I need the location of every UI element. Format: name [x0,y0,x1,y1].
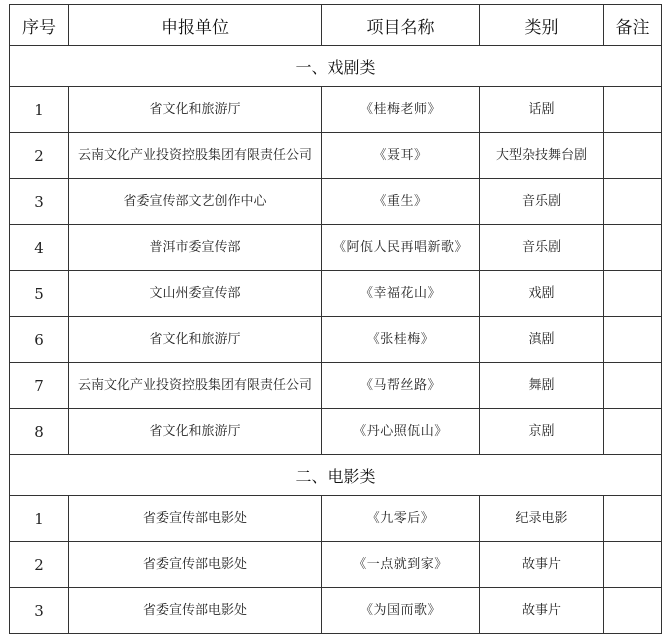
cell-seq: 1 [10,496,69,542]
cell-seq: 7 [10,363,69,409]
cell-category: 纪录电影 [480,496,604,542]
table-row [10,179,662,225]
cell-project: 《聂耳》 [322,133,480,179]
header-project: 项目名称 [322,5,480,46]
table-row [10,317,662,363]
cell-remark [604,271,662,317]
cell-category: 话剧 [480,87,604,133]
table-row [10,133,662,179]
table-body [10,46,662,634]
cell-unit: 省委宣传部电影处 [69,496,322,542]
table-row [10,409,662,455]
cell-category: 大型杂技舞台剧 [480,133,604,179]
cell-seq: 3 [10,179,69,225]
cell-remark [604,409,662,455]
table-row [10,225,662,271]
cell-unit: 省文化和旅游厅 [69,409,322,455]
cell-category: 滇剧 [480,317,604,363]
cell-seq: 8 [10,409,69,455]
cell-project: 《一点就到家》 [322,542,480,588]
cell-seq: 5 [10,271,69,317]
cell-project: 《为国而歌》 [322,588,480,634]
cell-remark [604,588,662,634]
table-row [10,588,662,634]
cell-unit: 文山州委宣传部 [69,271,322,317]
cell-seq: 1 [10,87,69,133]
table-row [10,87,662,133]
cell-project: 《丹心照佤山》 [322,409,480,455]
cell-category: 故事片 [480,588,604,634]
table-row [10,542,662,588]
cell-unit: 普洱市委宣传部 [69,225,322,271]
cell-remark [604,496,662,542]
section-row [10,46,662,87]
cell-category: 音乐剧 [480,225,604,271]
cell-unit: 省文化和旅游厅 [69,87,322,133]
header-seq: 序号 [10,5,69,46]
cell-remark [604,317,662,363]
cell-project: 《重生》 [322,179,480,225]
header-unit: 申报单位 [69,5,322,46]
cell-seq: 4 [10,225,69,271]
cell-seq: 2 [10,542,69,588]
cell-seq: 6 [10,317,69,363]
cell-category: 京剧 [480,409,604,455]
header-remark: 备注 [604,5,662,46]
project-table [9,4,662,634]
cell-seq: 3 [10,588,69,634]
header-row [10,5,662,46]
table-row [10,496,662,542]
cell-unit: 省委宣传部文艺创作中心 [69,179,322,225]
table-row [10,363,662,409]
section-row [10,455,662,496]
cell-project: 《马帮丝路》 [322,363,480,409]
cell-project: 《阿佤人民再唱新歌》 [322,225,480,271]
cell-remark [604,363,662,409]
cell-unit: 省文化和旅游厅 [69,317,322,363]
cell-unit: 云南文化产业投资控股集团有限责任公司 [69,363,322,409]
cell-project: 《幸福花山》 [322,271,480,317]
cell-category: 舞剧 [480,363,604,409]
cell-unit: 云南文化产业投资控股集团有限责任公司 [69,133,322,179]
cell-category: 戏剧 [480,271,604,317]
cell-unit: 省委宣传部电影处 [69,588,322,634]
cell-project: 《桂梅老师》 [322,87,480,133]
cell-unit: 省委宣传部电影处 [69,542,322,588]
cell-project: 《张桂梅》 [322,317,480,363]
cell-category: 音乐剧 [480,179,604,225]
cell-category: 故事片 [480,542,604,588]
cell-remark [604,87,662,133]
section-title: 一、戏剧类 [10,46,662,87]
cell-project: 《九零后》 [322,496,480,542]
cell-remark [604,133,662,179]
header-category: 类别 [480,5,604,46]
cell-remark [604,179,662,225]
table-row [10,271,662,317]
cell-remark [604,225,662,271]
cell-remark [604,542,662,588]
section-title: 二、电影类 [10,455,662,496]
cell-seq: 2 [10,133,69,179]
